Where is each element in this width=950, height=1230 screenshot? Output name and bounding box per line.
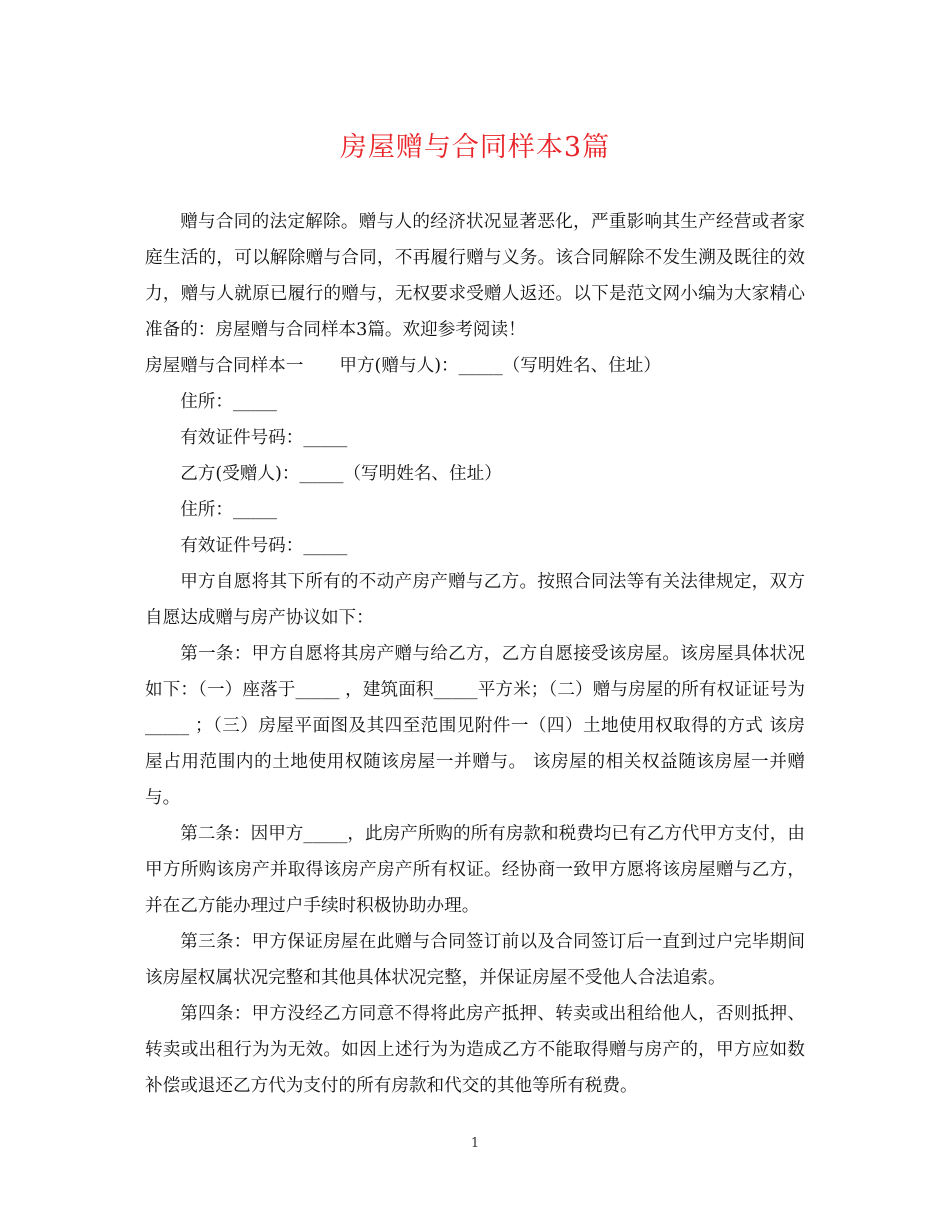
article-4: 第四条：甲方没经乙方同意不得将此房产抵押、转卖或出租给他人，否则抵押、转卖或出租行为为无效。如因上述行为为造成乙方不能取得赠与房产的，甲方应如数补偿或退还乙方代为支付的所有房款和代交的其他等所有税费。 <box>145 1004 805 1096</box>
document-body <box>145 204 805 1104</box>
page-number: 1 <box>470 1136 480 1151</box>
party-b-line: 乙方(受赠人)：_____（写明姓名、住址） <box>180 464 502 484</box>
intro-paragraph: 赠与合同的法定解除。赠与人的经济状况显著恶化，严重影响其生产经营或者家庭生活的，可以解除赠与合同，不再履行赠与义务。该合同解除不发生溯及既往的效力，赠与人就原已履行的赠与，无权要求受赠人返还。以下是范文网小编为大家精心准备的：房屋赠与合同样本3篇。欢迎参考阅读！ <box>145 212 805 340</box>
party-b-address: 住所：_____ <box>180 500 277 520</box>
sample-heading-line <box>145 348 805 384</box>
document-title: 房屋赠与合同样本3篇 <box>339 132 611 163</box>
sample-heading: 房屋赠与合同样本一 <box>145 356 304 376</box>
agreement-intro: 甲方自愿将其下所有的不动产房产赠与乙方。按照合同法等有关法律规定，双方自愿达成赠与房产协议如下： <box>145 572 805 628</box>
party-b-id: 有效证件号码：_____ <box>180 536 348 556</box>
article-3: 第三条：甲方保证房屋在此赠与合同签订前以及合同签订后一直到过户完毕期间该房屋权属状况完整和其他具体状况完整，并保证房屋不受他人合法追索。 <box>145 932 805 988</box>
article-2: 第二条：因甲方_____，此房产所购的所有房款和税费均已有乙方代甲方支付，由甲方所购该房产并取得该房产房产所有权证。经协商一致甲方愿将该房屋赠与乙方，并在乙方能办理过户手续时积极协助办理。 <box>145 824 805 916</box>
party-a-address: 住所：_____ <box>180 392 277 412</box>
article-1: 第一条：甲方自愿将其房产赠与给乙方，乙方自愿接受该房屋。该房屋具体状况如下：（一）座落于_____ ，建筑面积_____平方米；（二）赠与房屋的所有权证证号为_____ ；（三）房屋平面图及其四至范围见附件一（四）土地使用权取得的方式 该房屋占用范围内的土地使用权随该房屋一并赠与。 该房屋的相关权益随该房屋一并赠与。 <box>145 644 805 808</box>
party-a-line: 甲方(赠与人)：_____（写明姓名、住址） <box>339 356 661 376</box>
party-a-id: 有效证件号码：_____ <box>180 428 348 448</box>
